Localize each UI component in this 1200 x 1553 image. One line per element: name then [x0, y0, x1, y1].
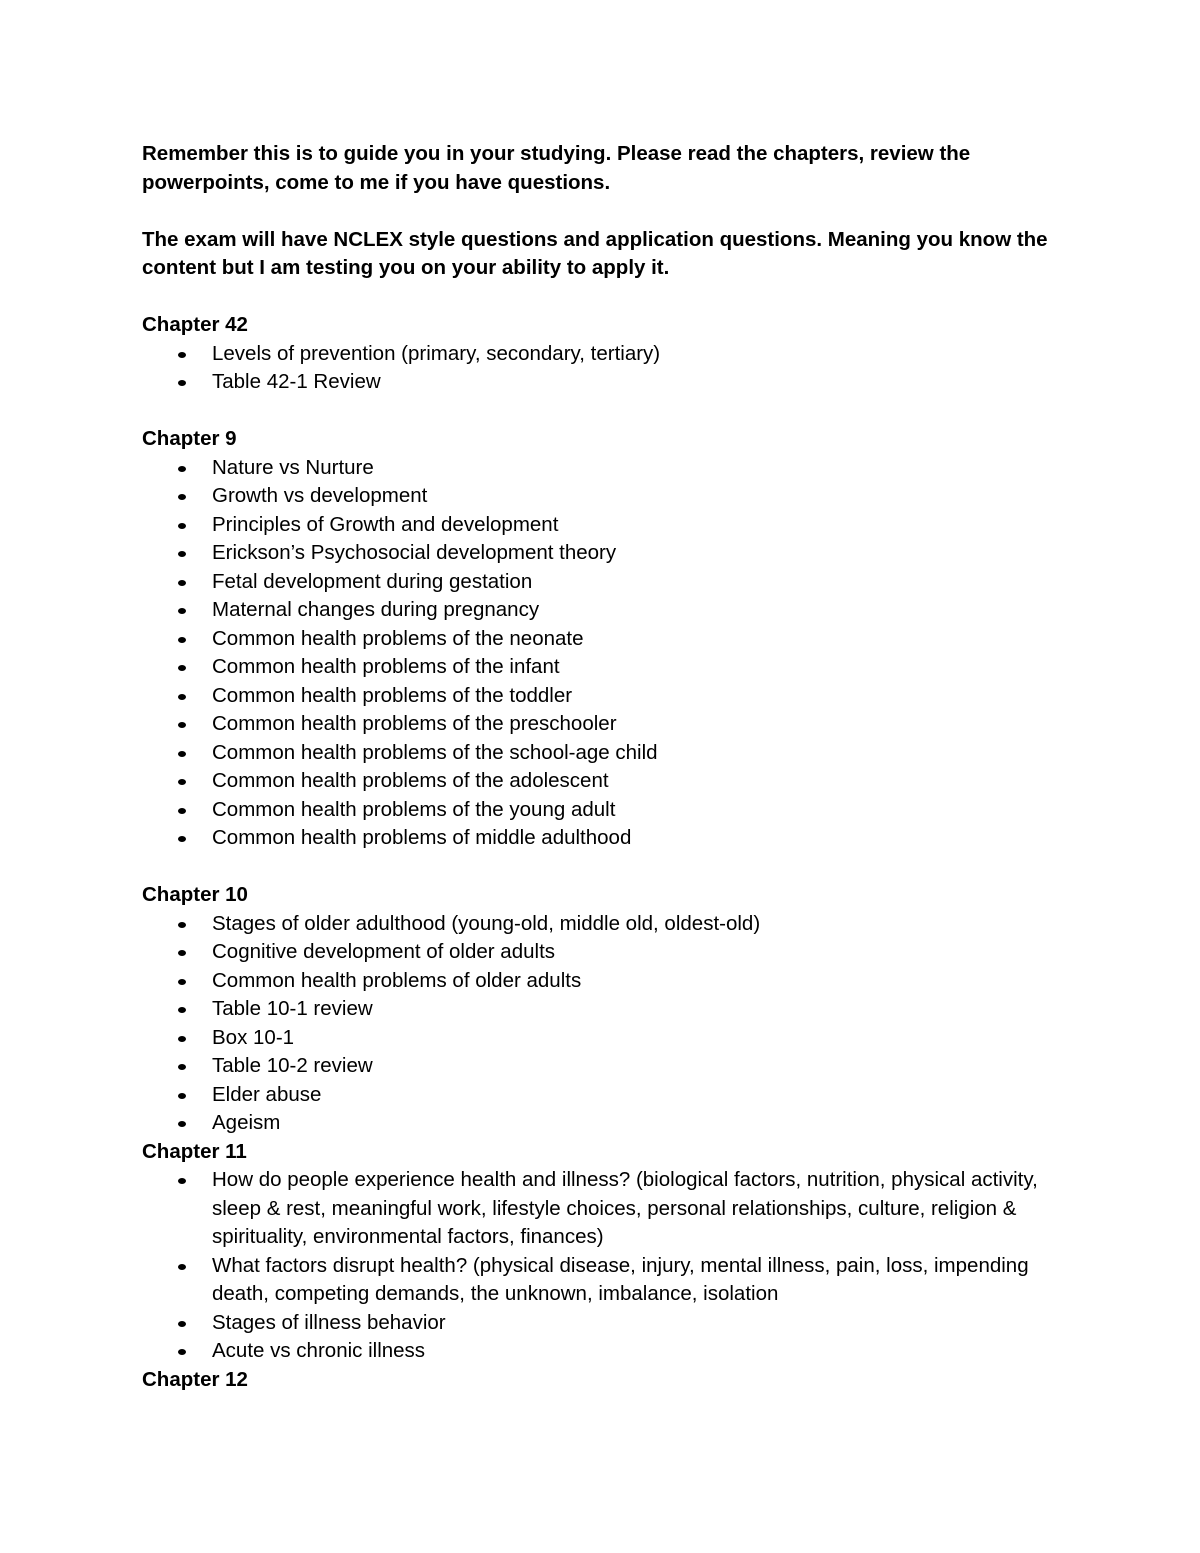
list-item: Common health problems of older adults — [212, 967, 1082, 996]
bullet-icon — [178, 466, 186, 472]
chapter-title: Chapter 10 — [142, 883, 248, 906]
bullet-icon — [178, 1121, 186, 1127]
list-item: Stages of illness behavior — [212, 1309, 1082, 1338]
list-item: Common health problems of the adolescent — [212, 767, 1082, 796]
list-item: Common health problems of the young adult — [212, 796, 1082, 825]
bullet-icon — [178, 1349, 186, 1355]
list-item: Principles of Growth and development — [212, 511, 1082, 540]
chapter-topic-list — [142, 454, 1082, 853]
list-item: Common health problems of the school-age child — [212, 739, 1082, 768]
list-item: Erickson’s Psychosocial development theory — [212, 539, 1082, 568]
bullet-icon — [178, 1007, 186, 1013]
bullet-icon — [178, 808, 186, 814]
bullet-icon — [178, 779, 186, 785]
chapter-section-12 — [142, 1366, 1082, 1395]
list-item: Nature vs Nurture — [212, 454, 1082, 483]
bullet-icon — [178, 694, 186, 700]
list-item: What factors disrupt health? (physical disease, injury, mental illness, pain, loss, impending death, competing demands, the unknown, imbalance, isolation — [212, 1252, 1082, 1309]
spacer — [142, 397, 1082, 426]
bullet-icon — [178, 1036, 186, 1042]
list-item: Common health problems of the neonate — [212, 625, 1082, 654]
chapter-title: Chapter 42 — [142, 313, 248, 336]
list-item: Stages of older adulthood (young-old, middle old, oldest-old) — [212, 910, 1082, 939]
list-item: Common health problems of the preschooler — [212, 710, 1082, 739]
bullet-icon — [178, 494, 186, 500]
list-item: Common health problems of the toddler — [212, 682, 1082, 711]
bullet-icon — [178, 922, 186, 928]
bullet-icon — [178, 637, 186, 643]
study-guide-content — [142, 140, 1082, 1394]
chapter-topic-list — [142, 340, 1082, 397]
list-item: Box 10-1 — [212, 1024, 1082, 1053]
chapter-topic-list — [142, 1166, 1082, 1366]
bullet-icon — [178, 751, 186, 757]
bullet-icon — [178, 380, 186, 386]
list-item: Table 42-1 Review — [212, 368, 1082, 397]
chapter-topic-list — [142, 910, 1082, 1138]
bullet-icon — [178, 1321, 186, 1327]
list-item: Acute vs chronic illness — [212, 1337, 1082, 1366]
bullet-icon — [178, 1093, 186, 1099]
bullet-icon — [178, 551, 186, 557]
intro-paragraph-2: The exam will have NCLEX style questions and application questions. Meaning you know the content but I am testing you on your ability to apply it. — [142, 227, 1048, 279]
bullet-icon — [178, 580, 186, 586]
bullet-icon — [178, 352, 186, 358]
chapter-title: Chapter 12 — [142, 1367, 248, 1391]
list-item: How do people experience health and illness? (biological factors, nutrition, physical activity, sleep & rest, meaningful work, lifestyle choices, personal relationships, culture, religion & spirituality, environmental factors, finances) — [212, 1166, 1082, 1252]
chapter-title: Chapter 9 — [142, 427, 237, 450]
list-item: Maternal changes during pregnancy — [212, 596, 1082, 625]
chapter-title: Chapter 11 — [142, 1139, 247, 1163]
bullet-icon — [178, 665, 186, 671]
chapter-section-42 — [142, 311, 1082, 397]
spacer — [142, 853, 1082, 882]
chapter-section-11 — [142, 1138, 1082, 1366]
list-item: Cognitive development of older adults — [212, 938, 1082, 967]
bullet-icon — [178, 1064, 186, 1070]
list-item: Fetal development during gestation — [212, 568, 1082, 597]
bullet-icon — [178, 1264, 186, 1270]
list-item: Common health problems of the infant — [212, 653, 1082, 682]
chapter-section-10 — [142, 881, 1082, 1138]
list-item: Growth vs development — [212, 482, 1082, 511]
list-item: Common health problems of middle adulthood — [212, 824, 1082, 853]
list-item: Levels of prevention (primary, secondary, tertiary) — [212, 340, 1082, 369]
bullet-icon — [178, 950, 186, 956]
bullet-icon — [178, 608, 186, 614]
chapter-section-9 — [142, 425, 1082, 853]
intro-paragraph-1: Remember this is to guide you in your studying. Please read the chapters, review the powerpoints, come to me if you have questions. — [142, 142, 971, 194]
bullet-icon — [178, 722, 186, 728]
list-item: Elder abuse — [212, 1081, 1082, 1110]
bullet-icon — [178, 1178, 186, 1184]
list-item: Table 10-1 review — [212, 995, 1082, 1024]
bullet-icon — [178, 836, 186, 842]
bullet-icon — [178, 523, 186, 529]
bullet-icon — [178, 979, 186, 985]
list-item: Table 10-2 review — [212, 1052, 1082, 1081]
list-item: Ageism — [212, 1109, 1082, 1138]
